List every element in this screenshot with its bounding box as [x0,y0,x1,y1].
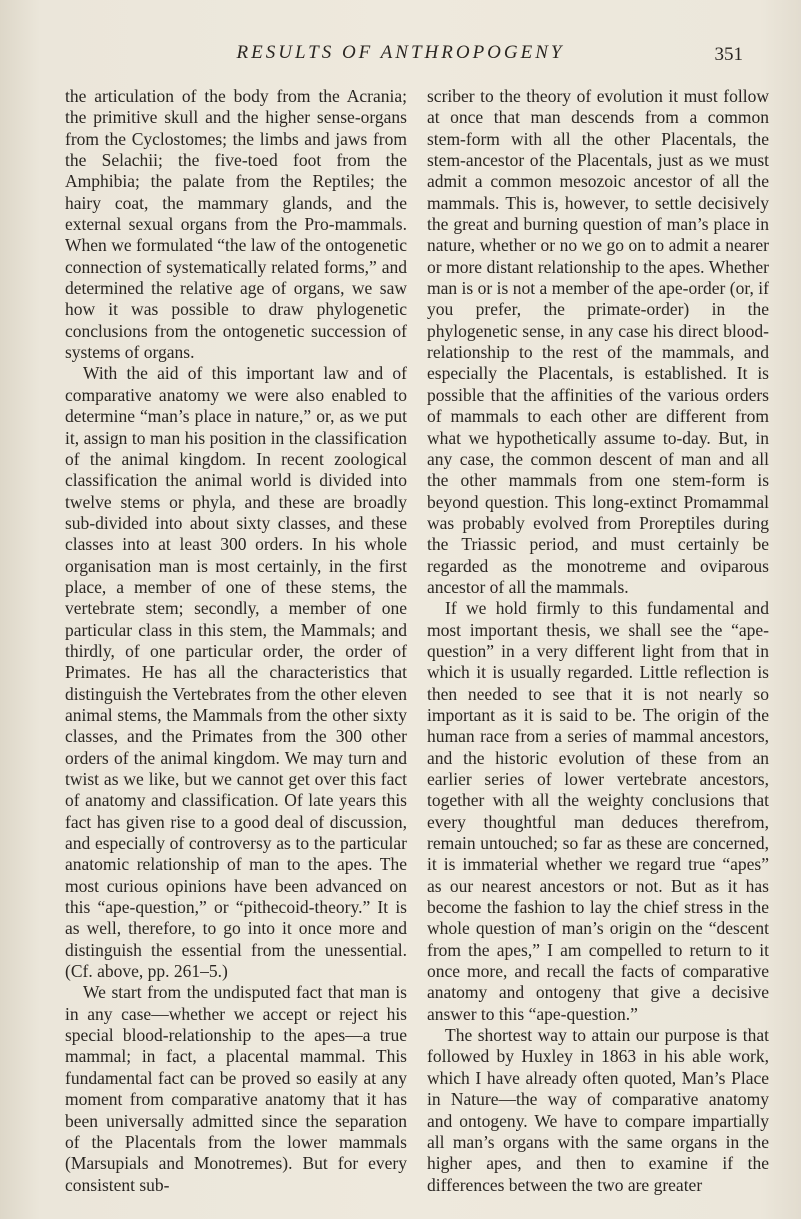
paragraph: We start from the undisputed fact that man is in any case—whether we accept or reject his special blood-relationship to the apes—a true mammal; in fact, a placental mammal. This fundamental fact can be proved so easily at any moment from comparative anatomy that it has been universally admitted since the separation of the Placentals from the lower mammals (Marsupials and Monotremes). But for every consistent sub- [65,982,407,1195]
paragraph: the articulation of the body from the Acrania; the primitive skull and the higher sense-organs from the Cyclostomes; the limbs and jaws from the Selachii; the five-toed foot from the Amphibia; the palate from the Reptiles; the hairy coat, the mammary glands, and the external sexual organs from the Pro-mammals. When we formulated “the law of the ontogenetic connection of systematically related forms,” and determined the relative age of organs, we saw how it was possible to draw phylogenetic conclusions from the ontogenetic succession of systems of organs. [65,86,407,363]
paragraph: scriber to the theory of evolution it must follow at once that man descends from a common stem-form with all the other Placentals, the stem-ancestor of the Placentals, just as we must admit a common mesozoic ancestor of all the mammals. This is, however, to settle decisively the great and burning question of man’s place in nature, whether or no we go on to admit a nearer or more distant relationship to the apes. Whether man is or is not a member of the ape-order (or, if you prefer, the primate-order) in the phylogenetic sense, in any case his direct blood-relationship to the rest of the mammals, and especially the Placentals, is established. It is possible that the affinities of the various orders of mammals to each other are different from what we hypothetically assume to-day. But, in any case, the common descent of man and all the other mammals from one stem-form is beyond question. This long-extinct Promammal was probably evolved from Proreptiles during the Triassic period, and must certainly be regarded as the monotreme and oviparous ancestor of all the mammals. [427,86,769,597]
paragraph: With the aid of this important law and of comparative anatomy we were also enabled to determine “man’s place in nature,” or, as we put it, assign to man his position in the classification of the animal kingdom. In recent zoological classification the animal world is divided into twelve stems or phyla, and these are broadly sub-divided into about sixty classes, and these classes into at least 300 orders. In his whole organisation man is most certainly, in the first place, a member of one of these stems, the vertebrate stem; secondly, a member of one particular class in this stem, the Mammals; and thirdly, of one particular order, the order of Primates. He has all the characteristics that distinguish the Vertebrates from the other eleven animal stems, the Mammals from the other sixty classes, and the Primates from the 300 other orders of the animal kingdom. We may turn and twist as we like, but we cannot get over this fact of anatomy and classification. Of late years this fact has given rise to a good deal of discussion, and especially of controversy as to the particular anatomic relationship of man to the apes. The most curious opinions have been advanced on this “ape-question,” or “pithecoid-theory.” It is as well, therefore, to go into it once more and distinguish the essential from the unessential. (Cf. above, pp. 261–5.) [65,363,407,982]
paragraph: If we hold firmly to this fundamental and most important thesis, we shall see the “ape-question” in a very different light from that in which it is usually regarded. Little reflection is then needed to see that it is not nearly so important as it is said to be. The origin of the human race from a series of mammal ancestors, and the historic evolution of these from an earlier series of lower vertebrate ancestors, together with all the weighty conclusions that every thoughtful man deduces therefrom, remain untouched; so far as these are concerned, it is immaterial whether we regard true “apes” as our nearest ancestors or not. But as it has become the fashion to lay the chief stress in the whole question of man’s origin on the “descent from the apes,” I am compelled to return to it once more, and recall the facts of comparative anatomy and ontogeny that give a decisive answer to this “ape-question.” [427,598,769,1024]
left-column [65,86,407,1196]
running-head: RESULTS OF ANTHROPOGENY [236,42,565,63]
right-column [427,86,769,1196]
page-number: 351 [714,44,743,65]
page-header [0,42,801,72]
paragraph: The shortest way to attain our purpose is that followed by Huxley in 1863 in his able work, which I have already often quoted, Man’s Place in Nature—the way of comparative anatomy and ontogeny. We have to compare impartially all man’s organs with the same organs in the higher apes, and then to examine if the differences between the two are greater [427,1025,769,1195]
